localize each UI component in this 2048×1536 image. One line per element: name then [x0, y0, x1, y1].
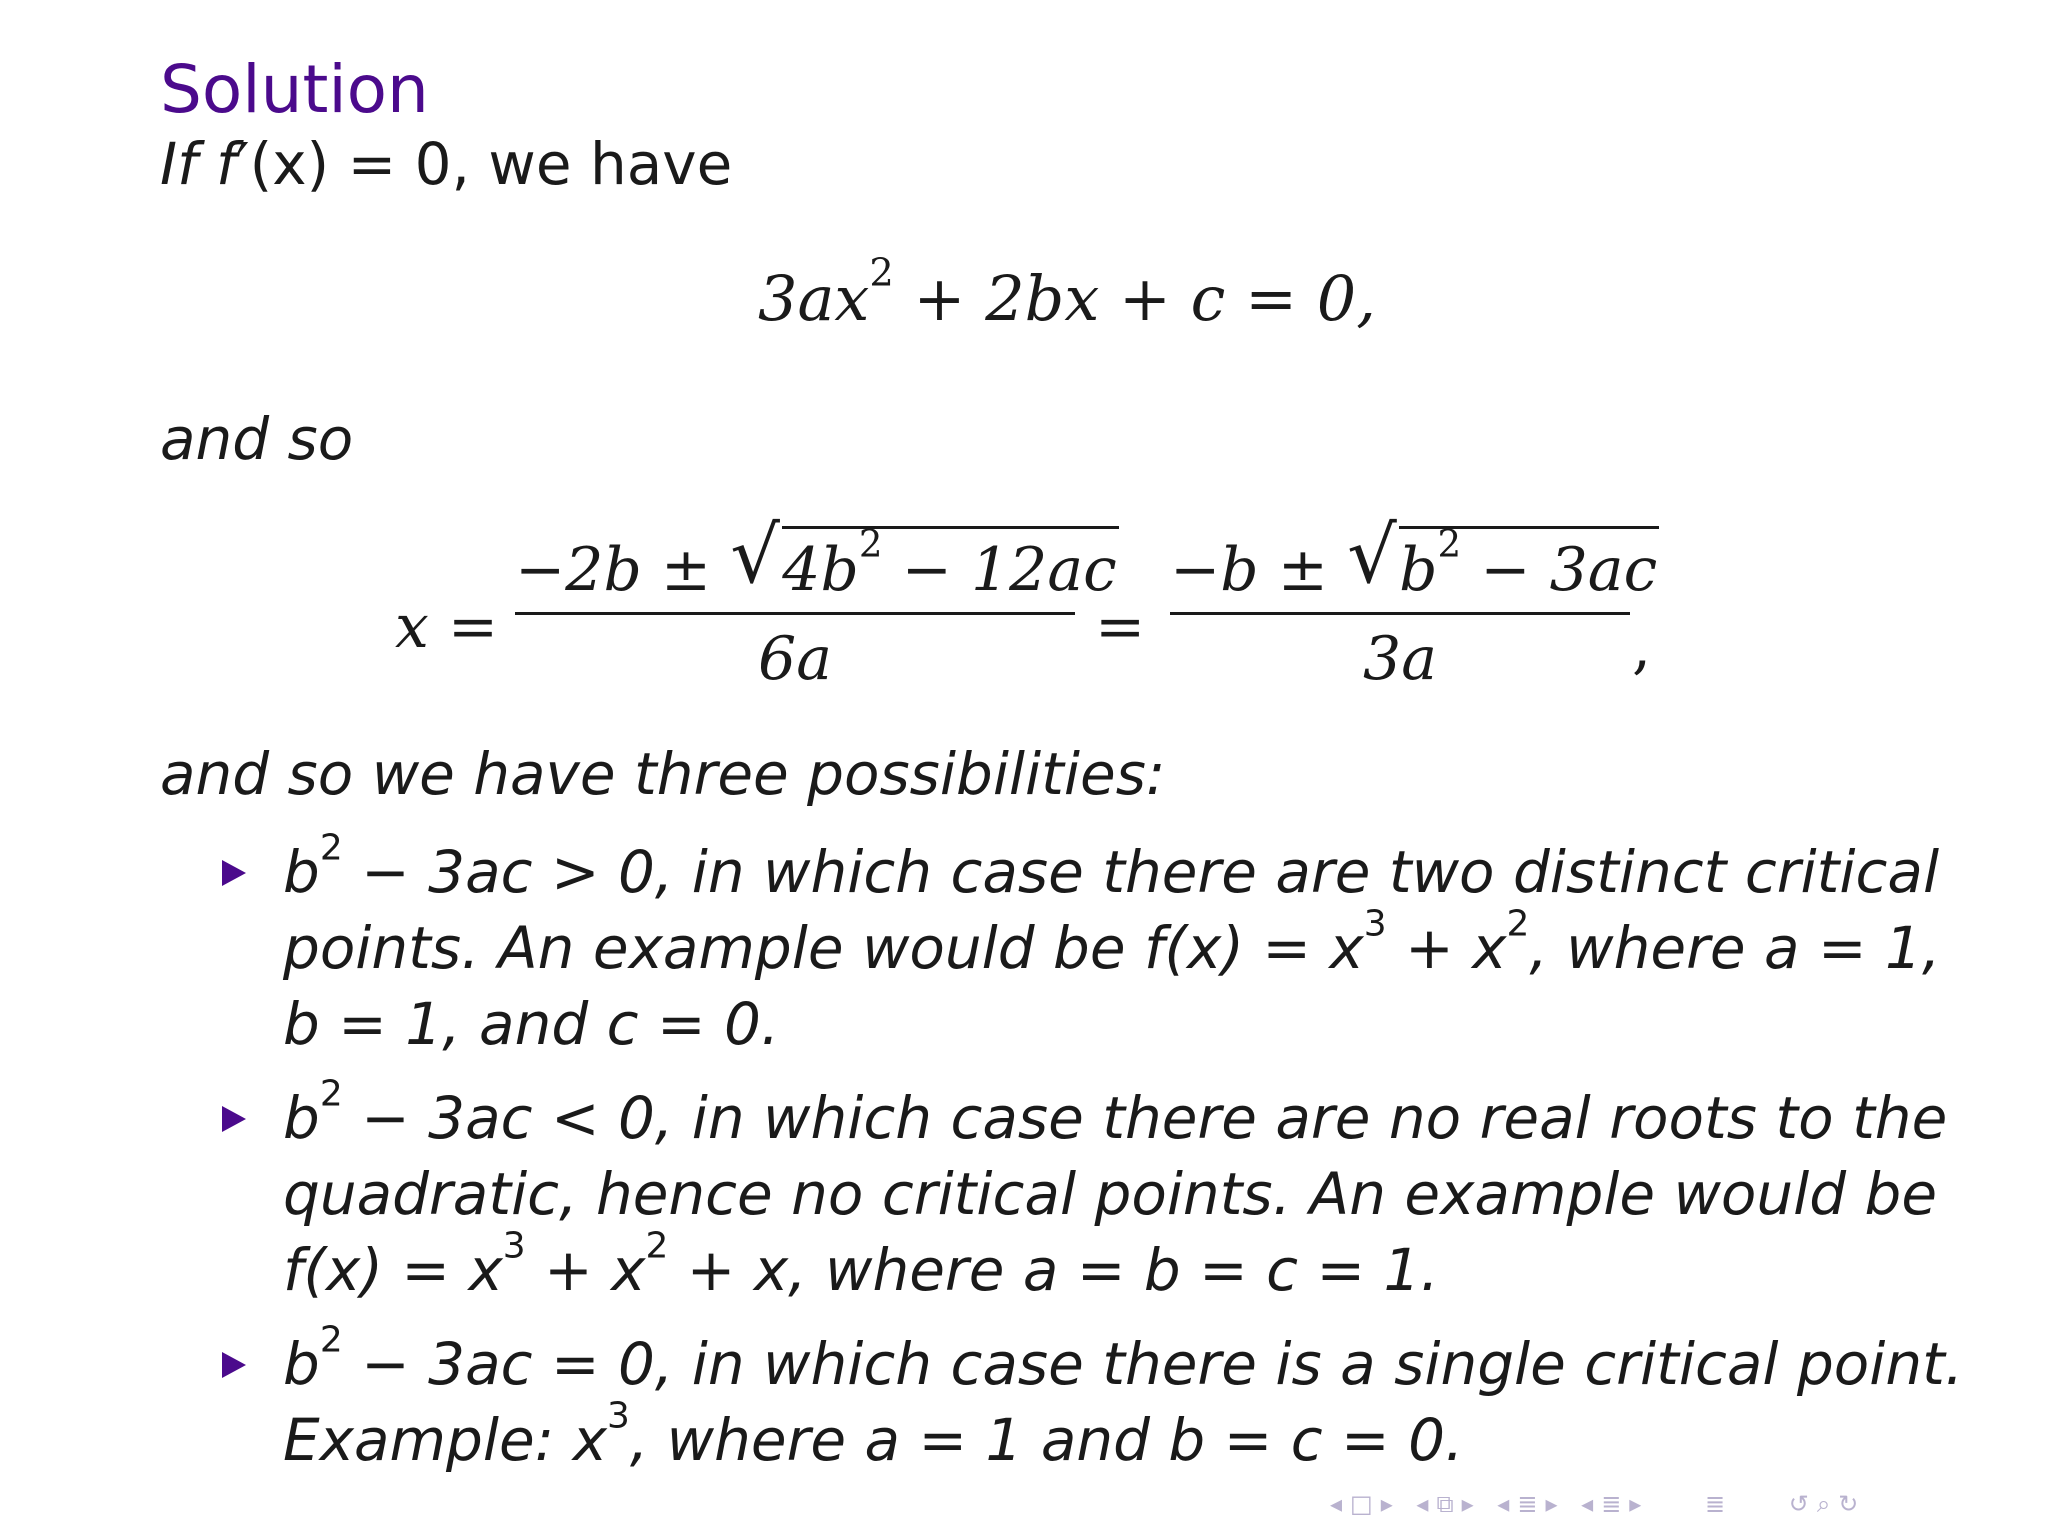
item-1-l2-pre: points. An example would be f(x) = x [283, 914, 1364, 982]
item-1-text: − 3ac > 0, in which case there are two distinct critical [342, 838, 1940, 906]
bullet-icon [222, 1106, 246, 1132]
sqrt-2-radicand [1399, 521, 1659, 611]
item-1-l2-exp2: 2 [1506, 903, 1530, 945]
intro-rest: (x) = 0, we have [249, 130, 733, 198]
prev-frame-icon[interactable]: ◂ [1330, 1490, 1351, 1518]
sqrt-1-pre: 4b [782, 535, 859, 605]
bullet-icon [222, 1352, 246, 1378]
sqrt-symbol: √ [1347, 511, 1397, 601]
item-3-line-2 [283, 1395, 1464, 1476]
item-2-line-3 [283, 1225, 1439, 1306]
item-1-l2-post: , where a = 1, [1529, 914, 1941, 982]
x-equals: x = [395, 592, 499, 662]
item-2-l3-post: + x, where a = b = c = 1. [668, 1236, 1439, 1304]
next-frame-icon[interactable]: ▸ [1380, 1490, 1401, 1518]
fraction-1-numerator [515, 511, 1117, 610]
item-2-l3-pre: f(x) = x [283, 1236, 503, 1304]
fraction-1-denominator: 6a [758, 624, 832, 694]
item-3-l2-post: , where a = 1 and b = c = 0. [629, 1406, 1464, 1474]
intro-prime: ′ [236, 130, 250, 198]
search-icon[interactable]: ↺⌕↻ [1788, 1490, 1867, 1518]
next-subsection-icon[interactable]: ▸ [1461, 1490, 1482, 1518]
next-subsubsection-icon[interactable]: ▸ [1629, 1490, 1650, 1518]
item-3-b: b [283, 1330, 320, 1398]
sqrt-1-exp: 2 [858, 521, 883, 566]
item-3-exp: 2 [319, 1319, 343, 1361]
item-3-text: − 3ac = 0, in which case there is a single critical point. [342, 1330, 1964, 1398]
section-icon[interactable]: ≣ [1517, 1490, 1546, 1518]
eq1-exp: 2 [869, 250, 894, 296]
sqrt-2-pre: b [1399, 535, 1438, 605]
eq1-right: + 2bx + c = 0, [893, 262, 1376, 335]
sqrt-1-radicand [782, 521, 1118, 611]
item-2-b: b [283, 1084, 320, 1152]
item-3-l2-pre: Example: x [283, 1406, 607, 1474]
item-2-line-1 [283, 1073, 1948, 1154]
fraction-1 [515, 511, 1117, 695]
item-2-text: − 3ac < 0, in which case there are no real roots to the [342, 1084, 1948, 1152]
fraction-1-num-pre: −2b ± [515, 535, 731, 605]
item-2-l3-exp1: 3 [502, 1225, 526, 1267]
fraction-2-denominator: 3a [1363, 624, 1437, 694]
frame-icon[interactable]: □ [1350, 1490, 1381, 1518]
intro-prefix: If [160, 130, 216, 198]
equation-roots [395, 511, 1658, 720]
intro-line [160, 130, 732, 200]
fraction-2-numerator [1170, 511, 1658, 610]
item-1-line-1 [283, 827, 1940, 908]
beamer-navigation [1330, 1490, 2030, 1520]
equation-quadratic [758, 250, 1376, 336]
intro-f: f [215, 130, 237, 198]
sqrt-1-post: − 12ac [882, 535, 1117, 605]
toc-icon[interactable]: ≣ [1704, 1490, 1734, 1518]
item-2-l3-mid: + x [525, 1236, 646, 1304]
possibilities-intro: and so we have three possibilities: [160, 740, 1166, 808]
prev-subsubsection-icon[interactable]: ◂ [1581, 1490, 1602, 1518]
fraction-2-num-pre: −b ± [1170, 535, 1348, 605]
sqrt-1 [730, 511, 1118, 620]
subsection-icon[interactable]: ⧉ [1436, 1490, 1462, 1518]
item-1-l2-mid: + x [1386, 914, 1507, 982]
item-2-line-2: quadratic, hence no critical points. An example would be [283, 1160, 1938, 1228]
sqrt-symbol: √ [730, 511, 780, 601]
item-2-exp: 2 [319, 1073, 343, 1115]
and-so-text: and so [160, 405, 354, 473]
item-1-exp: 2 [319, 827, 343, 869]
item-3-l2-exp: 3 [606, 1395, 630, 1437]
sqrt-2-exp: 2 [1437, 521, 1462, 566]
slide-title: Solution [160, 51, 429, 128]
item-1-l2-exp1: 3 [1363, 903, 1387, 945]
item-3-line-1 [283, 1319, 1964, 1400]
next-section-icon[interactable]: ▸ [1545, 1490, 1566, 1518]
mid-equals: = [1095, 592, 1146, 662]
bullet-icon [222, 860, 246, 886]
item-2-l3-exp2: 2 [645, 1225, 669, 1267]
eq2-comma: , [1632, 612, 1652, 682]
sqrt-2 [1347, 511, 1659, 620]
eq1-left: 3ax [758, 262, 870, 335]
subsubsection-icon[interactable]: ≣ [1601, 1490, 1630, 1518]
prev-subsection-icon[interactable]: ◂ [1416, 1490, 1437, 1518]
fraction-2 [1170, 511, 1658, 695]
item-1-line-2 [283, 903, 1941, 984]
item-1-b: b [283, 838, 320, 906]
item-1-line-3: b = 1, and c = 0. [283, 990, 780, 1058]
prev-section-icon[interactable]: ◂ [1497, 1490, 1518, 1518]
sqrt-2-post: − 3ac [1461, 535, 1658, 605]
